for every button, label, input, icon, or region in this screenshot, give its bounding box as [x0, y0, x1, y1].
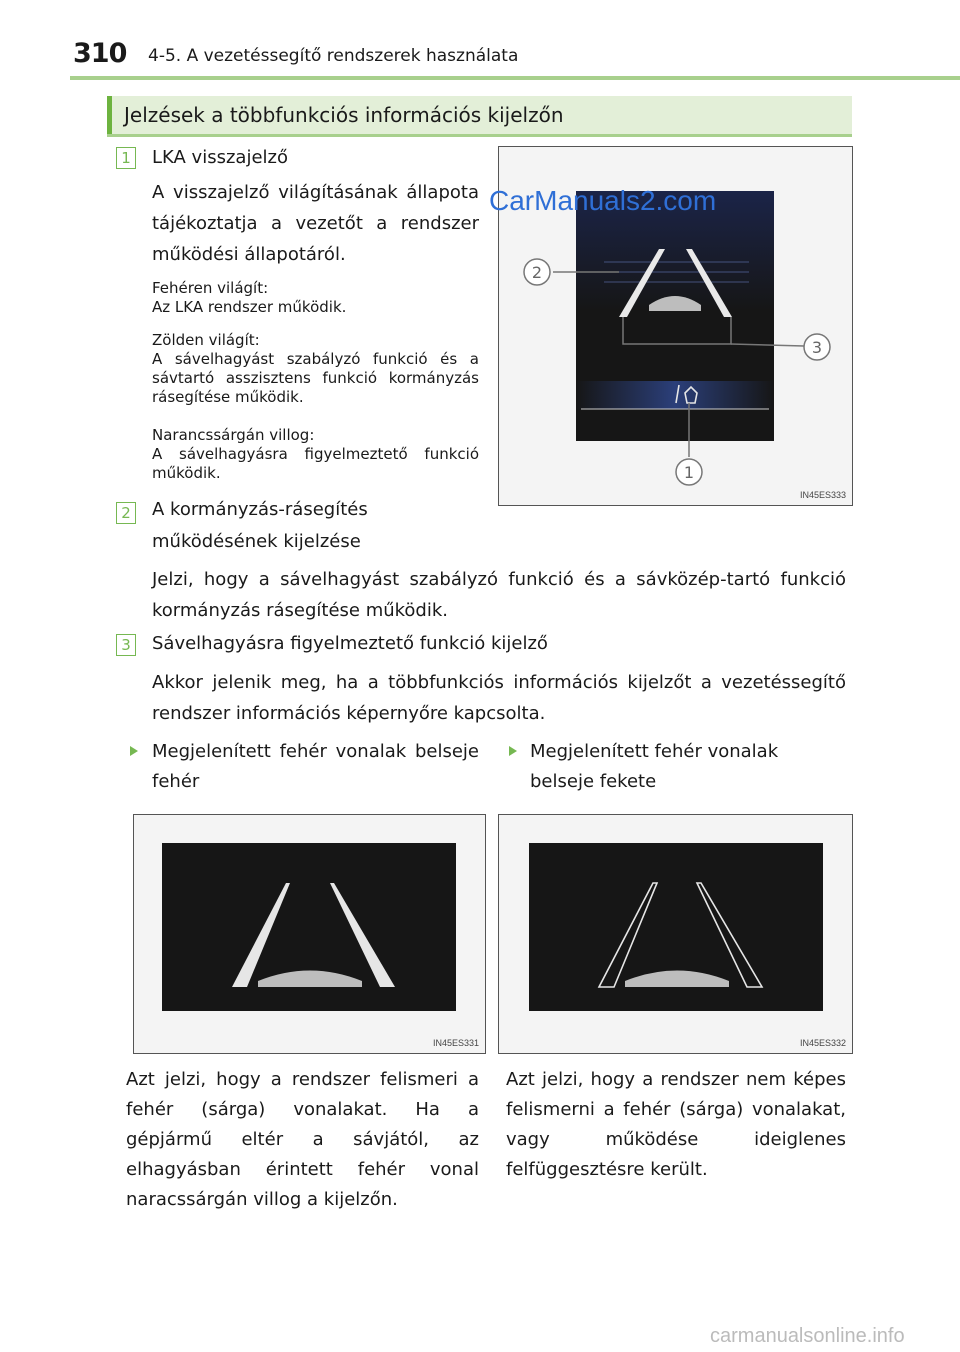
state-block	[152, 426, 479, 483]
item-body: Jelzi, hogy a sávelhagyást szabályzó funkció és a sávközép-tartó funkció kormányzás rásegítése működik.	[152, 569, 846, 621]
item-body: A visszajelző világításának állapota tájékoztatja a vezetőt a rendszer működési állapotáról.	[152, 182, 479, 265]
white-lines-filled-illustration	[134, 815, 485, 1053]
section-title: Jelzések a többfunkciós információs kijelzőn	[124, 103, 564, 127]
item-number-badge: 3	[116, 634, 136, 656]
state-label: Zölden világít:	[152, 331, 260, 349]
white-lines-hollow-illustration	[499, 815, 852, 1053]
white-lines-hollow-figure	[498, 814, 853, 1054]
watermark-text: CarManuals2.com	[489, 185, 717, 216]
footer-watermark: carmanualsonline.info	[710, 1325, 905, 1347]
column-description: Azt jelzi, hogy a rendszer felismeri a fehér (sárga) vonalakat. Ha a gépjármű eltér a sávjától, az elhagyásban érintett fehér vonal naracssárgán villog a kijelzőn.	[126, 1069, 479, 1210]
column-heading: Megjelenített fehér vonalak belseje fehér	[152, 741, 479, 792]
chapter-title: 4-5. A vezetéssegítő rendszerek használata	[148, 46, 519, 66]
white-lines-filled-figure	[133, 814, 486, 1054]
figure-code: IN45ES333	[799, 490, 846, 500]
bullet-icon	[130, 746, 138, 756]
state-desc: A sávelhagyást szabályzó funkció és a sávtartó asszisztens funkció kormányzás rásegítése működik.	[152, 350, 479, 406]
bullet-icon	[509, 746, 517, 756]
callout-number: 1	[683, 463, 695, 482]
item-number-badge: 1	[116, 147, 136, 169]
figure-code: IN45ES332	[799, 1038, 846, 1048]
state-label: Narancssárgán villog:	[152, 426, 315, 444]
item-title: Sávelhagyásra figyelmeztető funkció kijelző	[152, 633, 548, 654]
state-desc: A sávelhagyásra figyelmeztető funkció működik.	[152, 445, 479, 482]
callout-number: 2	[531, 263, 543, 282]
header-divider	[70, 76, 960, 80]
item-title: A kormányzás-rásegítés működésének kijelzése	[152, 499, 368, 552]
item-body: Akkor jelenik meg, ha a többfunkciós információs kijelzőt a vezetéssegítő rendszer információs képernyőre kapcsolta.	[152, 672, 846, 724]
item-title: LKA visszajelző	[152, 147, 288, 168]
state-block	[152, 331, 479, 407]
column-heading: Megjelenített fehér vonalak belseje fekete	[530, 741, 779, 792]
state-block	[152, 279, 479, 317]
page-number: 310	[73, 38, 127, 69]
state-desc: Az LKA rendszer működik.	[152, 298, 347, 316]
callout-number: 3	[811, 338, 823, 357]
figure-code: IN45ES331	[432, 1038, 479, 1048]
column-description: Azt jelzi, hogy a rendszer nem képes felismerni a fehér (sárga) vonalakat, vagy működése ideiglenes felfüggesztésre került.	[506, 1069, 846, 1180]
item-number-badge: 2	[116, 502, 136, 524]
state-label: Fehéren világít:	[152, 279, 269, 297]
